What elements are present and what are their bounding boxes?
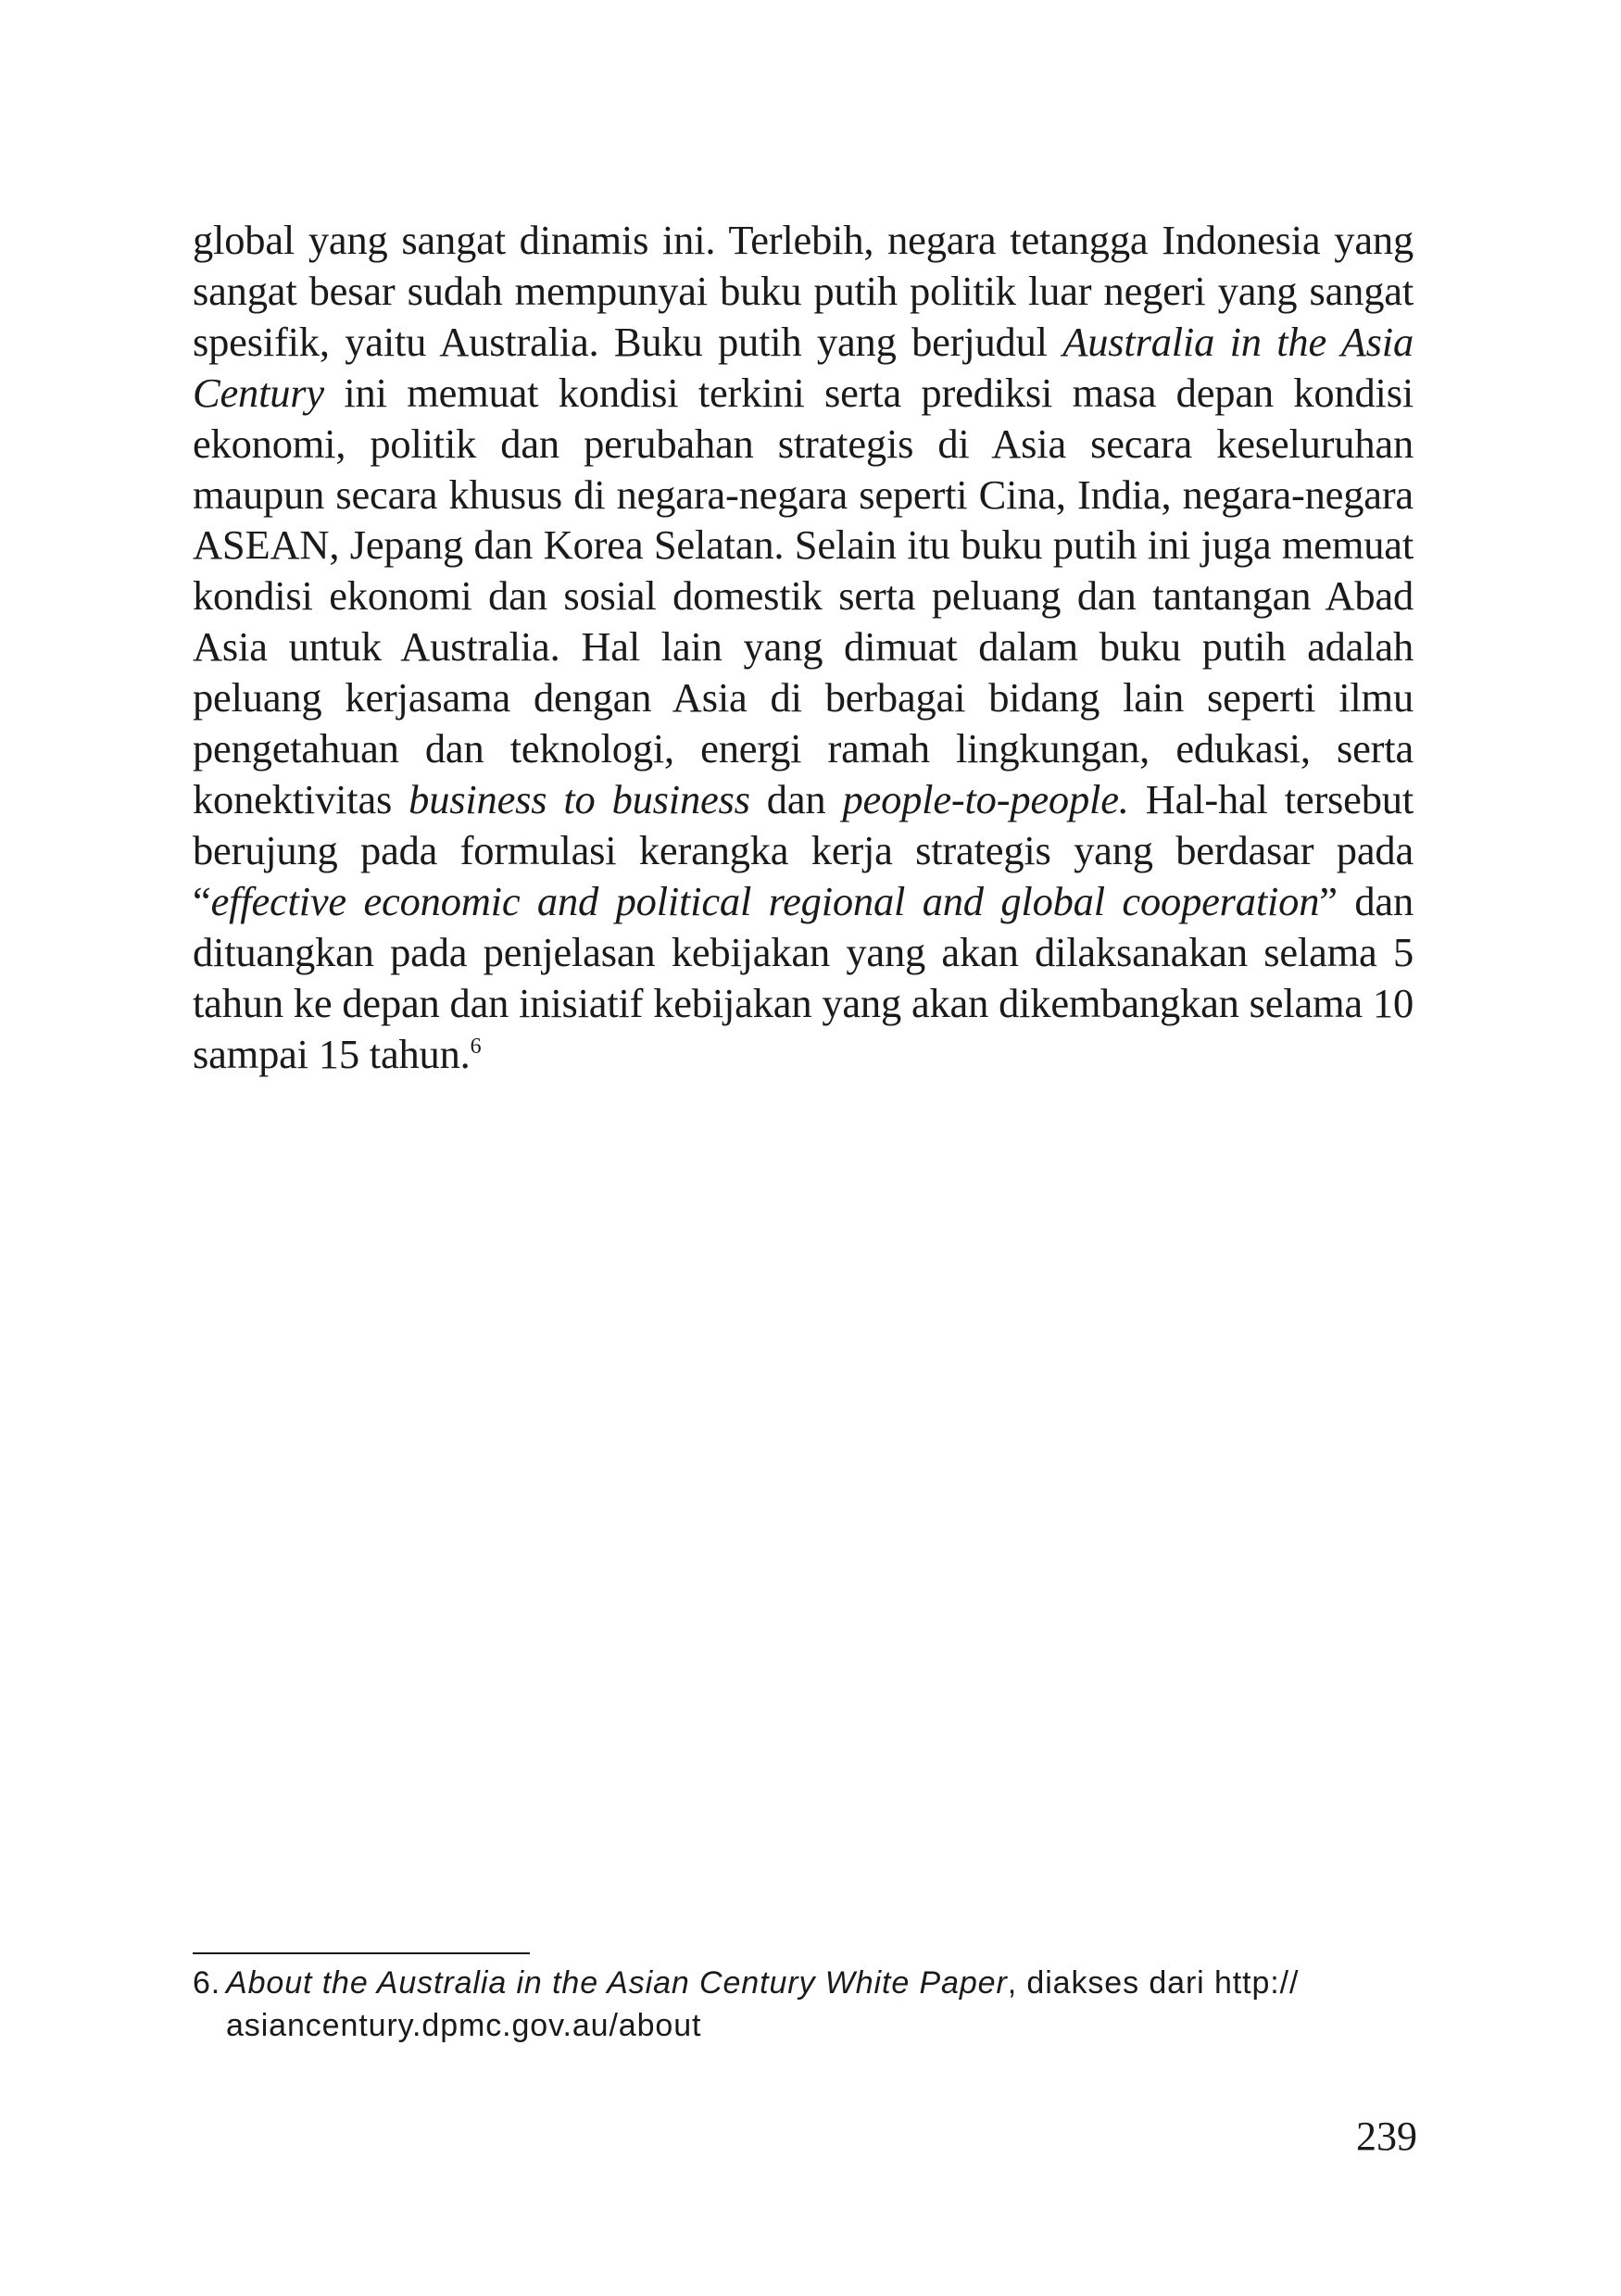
body-text-segment: dan xyxy=(749,775,843,822)
footnote-reference: 6 xyxy=(470,1034,482,1059)
body-italic-quote: effective economic and political regional and global cooperation xyxy=(210,877,1320,924)
body-text-segment: ini memuat kondisi terkini serta prediksi masa depan kondisi ekonomi, politik dan perubahan strategis di Asia secara keseluruhan maupun secara khusus di negara-negara seperti Cina, India, negara-negara ASEAN, Jepang dan Korea Selatan. Selain itu buku putih ini juga memuat kondisi ekonomi dan sosial domestik serta peluang dan tantangan Abad Asia untuk Australia. Hal lain yang dimuat dalam buku putih adalah peluang kerjasama dengan Asia di berbagai bidang lain seperti ilmu pengetahuan dan teknologi, energi ramah lingkungan, edukasi, serta konektivitas xyxy=(193,369,1414,822)
footnote-number: 6. xyxy=(193,1965,221,2001)
page-number: 239 xyxy=(1356,2114,1417,2159)
body-paragraph xyxy=(193,215,1414,1079)
footnote-text: , diakses dari http:// xyxy=(1007,1965,1300,2001)
footnote xyxy=(193,1962,1415,2047)
footnote-separator xyxy=(193,1952,530,1954)
footnote-title: About the Australia in the Asian Century White Paper xyxy=(226,1965,1008,2001)
body-text-segment: global yang sangat dinamis ini. Terlebih, negara tetangga Indonesia yang sangat besar sudah mempunyai buku putih politik luar negeri yang sangat spesifik, yaitu Australia. Buku putih yang berjudul xyxy=(193,217,1414,365)
body-text-segment: Hal-hal tersebut berujung pada formulasi kerangka kerja strategis yang berdasar pada “ xyxy=(193,775,1414,924)
body-italic-term: people-to-people. xyxy=(842,775,1129,822)
body-italic-term: business to business xyxy=(408,775,750,822)
body-italic-title: Australia in the Asia Century xyxy=(193,318,1414,416)
footnote-url: asiancentury.dpmc.gov.au/about xyxy=(226,2008,702,2043)
body-text-segment: ” dan dituangkan pada penjelasan kebijakan yang akan dilaksanakan selama 5 tahun ke depan dan inisiatif kebijakan yang akan dikembangkan selama 10 sampai 15 tahun. xyxy=(193,877,1414,1077)
